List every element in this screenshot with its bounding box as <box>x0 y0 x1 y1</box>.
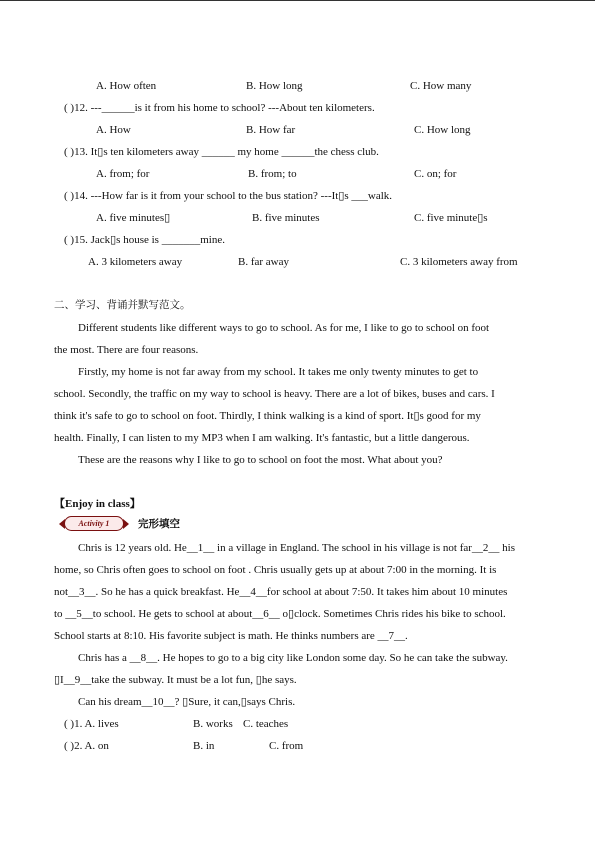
cloze-line: home, so Chris often goes to school on foot . Chris usually gets up at about 7:00 in the morning. It is <box>54 564 497 576</box>
cloze-line: Chris is 12 years old. He__1__ in a village in England. The school in his village is not far__2__ his <box>78 542 515 554</box>
q12-option-b: B. How far <box>246 124 296 136</box>
q12-option-c: C. How long <box>414 124 471 136</box>
q14-option-b: B. five minutes <box>252 212 320 224</box>
q15-stem: ( )15. Jack▯s house is _______mine. <box>64 234 225 246</box>
q11-option-c: C. How many <box>410 80 472 92</box>
essay-line: the most. There are four reasons. <box>54 344 199 356</box>
cloze-line: Can his dream__10__? ▯Sure, it can,▯says Chris. <box>78 696 296 708</box>
q15-option-a: A. 3 kilometers away <box>88 256 183 268</box>
q12-stem: ( )12. ---______is it from his home to school? ---About ten kilometers. <box>64 102 375 114</box>
q11-option-a: A. How often <box>96 80 157 92</box>
activity-title: 完形填空 <box>138 518 180 530</box>
q11-option-b: B. How long <box>246 80 303 92</box>
section2-heading: 二、学习、背诵并默写范文。 <box>54 299 191 311</box>
cloze-q1-option-c: C. teaches <box>243 718 289 730</box>
q15-option-b: B. far away <box>238 256 290 268</box>
essay-line: Firstly, my home is not far away from my school. It takes me only twenty minutes to get to <box>78 366 479 378</box>
essay-line: Different students like different ways to go to school. As for me, I like to go to school on foot <box>78 322 490 334</box>
activity-badge <box>64 516 124 531</box>
q13-option-b: B. from; to <box>248 168 297 180</box>
q13-option-a: A. from; for <box>96 168 150 180</box>
essay-line: health. Finally, I can listen to my MP3 when I am walking. It's fantastic, but a little dangerous. <box>54 432 470 444</box>
q14-option-a: A. five minutes▯ <box>96 212 171 224</box>
page-top-rule <box>0 0 595 1</box>
cloze-line: ▯I__9__take the subway. It must be a lot fun, ▯he says. <box>54 674 297 686</box>
cloze-line: to __5__to school. He gets to school at about__6__ o▯clock. Sometimes Chris rides his bike to school. <box>54 608 506 620</box>
enjoy-heading: 【Enjoy in class】 <box>54 498 141 510</box>
q14-option-c: C. five minute▯s <box>414 212 488 224</box>
cloze-q2-option-c: C. from <box>269 740 304 752</box>
q13-option-c: C. on; for <box>414 168 457 180</box>
badge-right-arrow-icon <box>123 519 129 529</box>
essay-line: school. Secondly, the traffic on my way to school is heavy. There are a lot of bikes, buses and cars. I <box>54 388 495 400</box>
q12-option-a: A. How <box>96 124 131 136</box>
cloze-q1-option-b: B. works <box>193 718 233 730</box>
q15-option-c: C. 3 kilometers away from <box>400 256 518 268</box>
cloze-line: Chris has a __8__. He hopes to go to a big city like London some day. So he can take the subway. <box>78 652 508 664</box>
cloze-q2-option-b: B. in <box>193 740 215 752</box>
cloze-line: not__3__. So he has a quick breakfast. He__4__for school at about 7:50. It takes him about 10 minutes <box>54 586 508 598</box>
cloze-line: School starts at 8:10. His favorite subject is math. He thinks numbers are __7__. <box>54 630 408 642</box>
q14-stem: ( )14. ---How far is it from your school to the bus station? ---It▯s ___walk. <box>64 190 393 202</box>
cloze-q2-stem: ( )2. A. on <box>64 740 109 752</box>
activity-badge-label: Activity 1 <box>78 519 110 528</box>
q13-stem: ( )13. It▯s ten kilometers away ______ my home ______the chess club. <box>64 146 379 158</box>
essay-line: think it's safe to go to school on foot. Thirdly, I think walking is a kind of sport. It▯s good for my <box>54 410 481 422</box>
cloze-q1-stem: ( )1. A. lives <box>64 718 119 730</box>
essay-line: These are the reasons why I like to go to school on foot the most. What about you? <box>78 454 443 466</box>
